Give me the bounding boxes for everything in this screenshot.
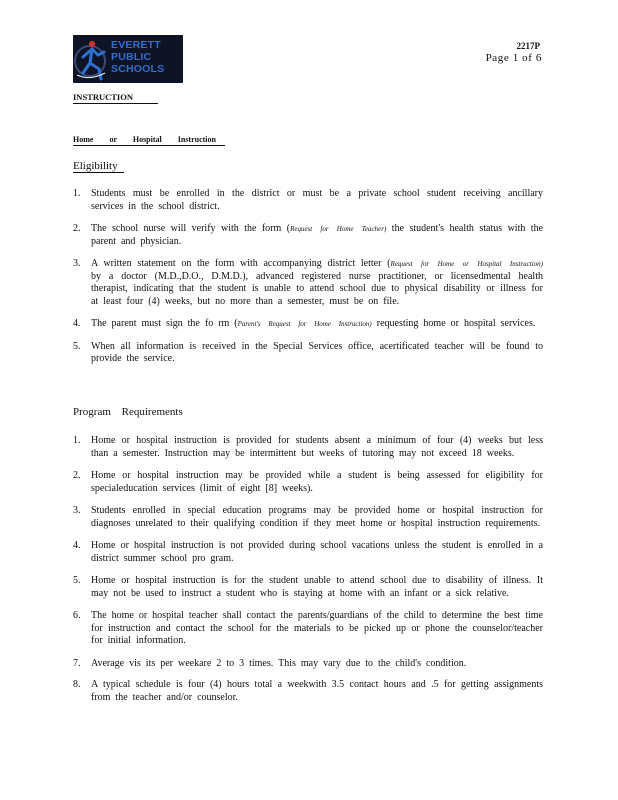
item-text-post: requesting home or hospital services.	[371, 318, 536, 329]
eligibility-heading: Eligibility	[73, 160, 124, 173]
eligibility-list	[73, 188, 543, 366]
logo-line-3: SCHOOLS	[111, 63, 165, 75]
list-item	[73, 679, 543, 704]
item-number: 4.	[73, 540, 81, 551]
list-item	[73, 575, 543, 600]
item-text: Home or hospital instruction is for the student unable to attend school due to disability of illness. It may not be used to instruct a student who is staying at home with an infant or a sick relative.	[91, 575, 543, 599]
document-subtitle: Home or Hospital Instruction	[73, 135, 225, 146]
item-number: 4.	[73, 318, 81, 329]
logo-line-2: PUBLIC	[111, 51, 152, 63]
list-item	[73, 341, 543, 366]
list-item	[73, 435, 543, 460]
item-text-post: the student's health status with the parent and physician.	[91, 223, 544, 247]
item-text: Students enrolled in special education programs may be provided home or hospital instruction for diagnoses unrelated to their qualifying condition if they meet home or hospital instruction requirements.	[91, 505, 543, 529]
item-number: 1.	[73, 435, 81, 446]
item-number: 1.	[73, 188, 81, 199]
item-number: 2.	[73, 223, 81, 234]
form-name: Request for Home or Hospital Instruction)	[390, 260, 543, 268]
item-text: A typical schedule is four (4) hours total a weekwith 3.5 contact hours and .5 for getting assignments from the teacher and/or counselor.	[91, 679, 543, 703]
district-logo	[73, 35, 183, 83]
item-text: When all information is received in the Special Services office, acertificated teacher will be found to provide the service.	[91, 340, 543, 364]
item-text: Home or hospital instruction may be provided while a student is being assessed for eligibility for specialeducation services (limit of eight [8] weeks).	[91, 470, 543, 494]
list-item	[73, 505, 543, 530]
item-number: 3.	[73, 258, 81, 269]
runner-emblem-icon	[73, 35, 113, 83]
program-requirements-heading: Program Requirements	[73, 406, 183, 418]
logo-line-1: EVERETT	[111, 39, 161, 51]
page-number: Page 1 of 6	[485, 52, 542, 64]
item-number: 2.	[73, 470, 81, 481]
item-number: 5.	[73, 575, 81, 586]
list-item	[73, 188, 543, 213]
section-title: INSTRUCTION	[73, 92, 158, 104]
form-name: Request for Home Teacher)	[290, 225, 387, 233]
list-item	[73, 223, 543, 248]
item-text: Home or hospital instruction is provided for students absent a minimum of four (4) weeks but less than a semester. Instruction may be intermittent but weeks of tutoring may not exceed 18 weeks.	[91, 435, 543, 459]
program-requirements-list	[73, 435, 543, 714]
item-text-pre: The school nurse will verify with the form (	[91, 223, 291, 234]
item-text: The home or hospital teacher shall contact the parents/guardians of the child to determine the best time for instruction and contact the school for the materials to be picked up or phone the counselor/teacher for initial information.	[91, 610, 543, 646]
form-name: Parent's Request for Home Instruction)	[237, 320, 372, 328]
item-text-post: by a doctor (M.D.,D.O., D.M.D.), advanced registered nurse practitioner, or licensedmental health therapist, indicating that the student is unable to attend school due to physical disability or illness for at least four (4) weeks, but no more than a semester, must be on file.	[91, 270, 543, 307]
item-number: 7.	[73, 657, 81, 669]
logo-wordmark	[111, 39, 181, 75]
list-item	[73, 540, 543, 565]
item-text: Students must be enrolled in the district or must be a private school student receiving ancillary services in the school district.	[91, 188, 543, 212]
item-number: 8.	[73, 679, 81, 690]
list-item	[73, 258, 543, 308]
list-item	[73, 610, 543, 648]
policy-code: 2217P	[516, 41, 540, 51]
item-text: Home or hospital instruction is not provided during school vacations unless the student is enrolled in a district summer school pro gram.	[91, 540, 543, 564]
list-item	[73, 658, 543, 671]
item-number: 5.	[73, 340, 81, 352]
item-text-pre: The parent must sign the fo rm (	[91, 318, 238, 329]
list-item	[73, 470, 543, 495]
item-number: 6.	[73, 610, 81, 621]
list-item	[73, 318, 543, 331]
item-text-pre: A written statement on the form with accompanying district letter (	[91, 258, 391, 269]
item-number: 3.	[73, 505, 81, 516]
item-text: Average vis its per weekare 2 to 3 times. This may vary due to the child's condition.	[91, 657, 467, 669]
